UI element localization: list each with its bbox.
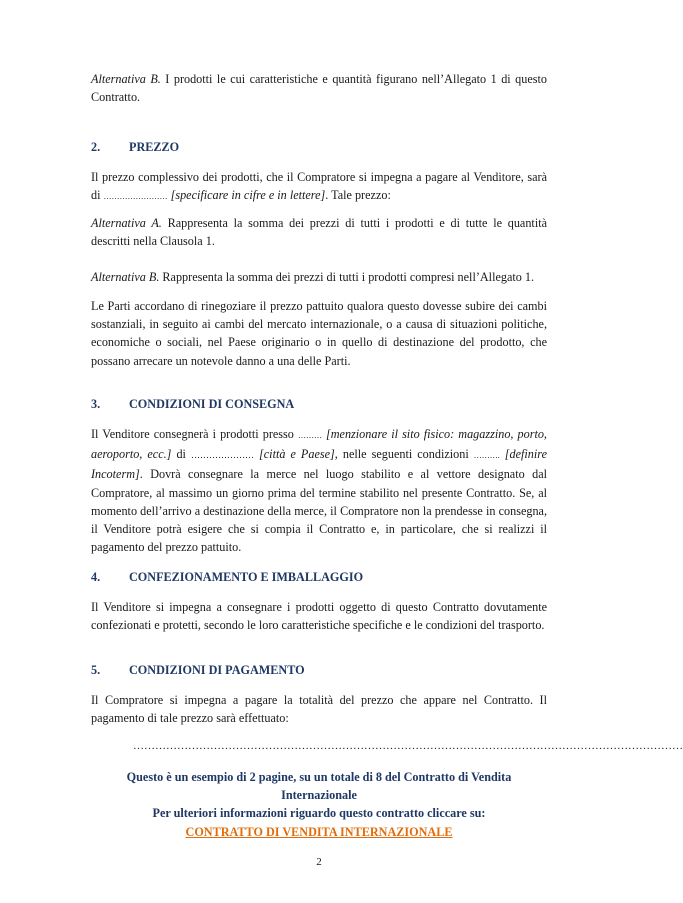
price-paragraph: Il prezzo complessivo dei prodotti, che il Compratore si impegna a pagare al Venditore, sarà di …………………… [specificare in cifre e in lettere]. Tale prezzo: (91, 170, 547, 203)
notice-line-1: Questo è un esempio di 2 pagine, su un totale di 8 del Contratto di Vendita Internazionale (126, 770, 512, 803)
section-3-heading: 3. CONDIZIONI DI CONSEGNA (91, 397, 295, 411)
section-4-heading: 4. CONFEZIONAMENTO E IMBALLAGGIO (91, 570, 364, 584)
alternativa-b-paragraph: Alternativa B. I prodotti le cui caratteristiche e quantità figurano nell’Allegato 1 di questo Contratto. (91, 72, 547, 105)
sample-notice (91, 768, 547, 841)
contract-link[interactable]: CONTRATTO DI VENDITA INTERNAZIONALE (185, 824, 453, 839)
section-2-heading: 2. PREZZO (91, 140, 180, 154)
alternativa-a-paragraph: Alternativa A. Rappresenta la somma dei prezzi di tutti i prodotti e di tutte le quantità descritti nella Clausola 1. (91, 216, 547, 249)
delivery-paragraph: Il Venditore consegnerà i prodotti presso ……… [menzionare il sito fisico: magazzino, porto, aeroporto, ecc.] di ………………… [città e Paese], nelle seguenti condizioni ………. [definire Incoterm]. Dovrà consegnare la merce nel luogo stabilito e al vettore designato dal Compratore, al massimo un giorno prima del termine stabilito nel presente Contratto. Se, al momento dell’arrivo a destinazione della merce, il Compratore non la prendesse in consegna, il Venditore potrà esigere che si compia il Contratto e, in particolare, che si realizzi il pagamento del prezzo pattuito. (91, 427, 547, 555)
renegotiation-paragraph: Le Parti accordano di rinegoziare il prezzo pattuito qualora questo dovesse subire dei cambi sostanziali, in seguito ai cambi del mercato internazionale, o a causa di situazioni politiche, economiche o sociali, nel Paese originario o in quello di destinazione del prodotto, che possano arrecare un notevole danno a una delle Parti. (91, 299, 547, 368)
page-number: 2 (316, 856, 322, 868)
dotted-line: …………………………………………………………………………………………………………………………………… (133, 740, 683, 752)
alternativa-b-price-paragraph: Alternativa B. Rappresenta la somma dei prezzi di tutti i prodotti compresi nell’Allegato 1. (91, 270, 535, 284)
packaging-paragraph: Il Venditore si impegna a consegnare i prodotti oggetto di questo Contratto dovutamente confezionati e protetti, secondo le loro caratteristiche specifiche e le condizioni del trasporto. (91, 600, 547, 633)
section-5-heading: 5. CONDIZIONI DI PAGAMENTO (91, 663, 305, 677)
payment-paragraph: Il Compratore si impegna a pagare la totalità del prezzo che appare nel Contratto. Il pagamento di tale prezzo sarà effettuato: (91, 693, 547, 726)
notice-line-2: Per ulteriori informazioni riguardo questo contratto cliccare su: (152, 806, 486, 821)
